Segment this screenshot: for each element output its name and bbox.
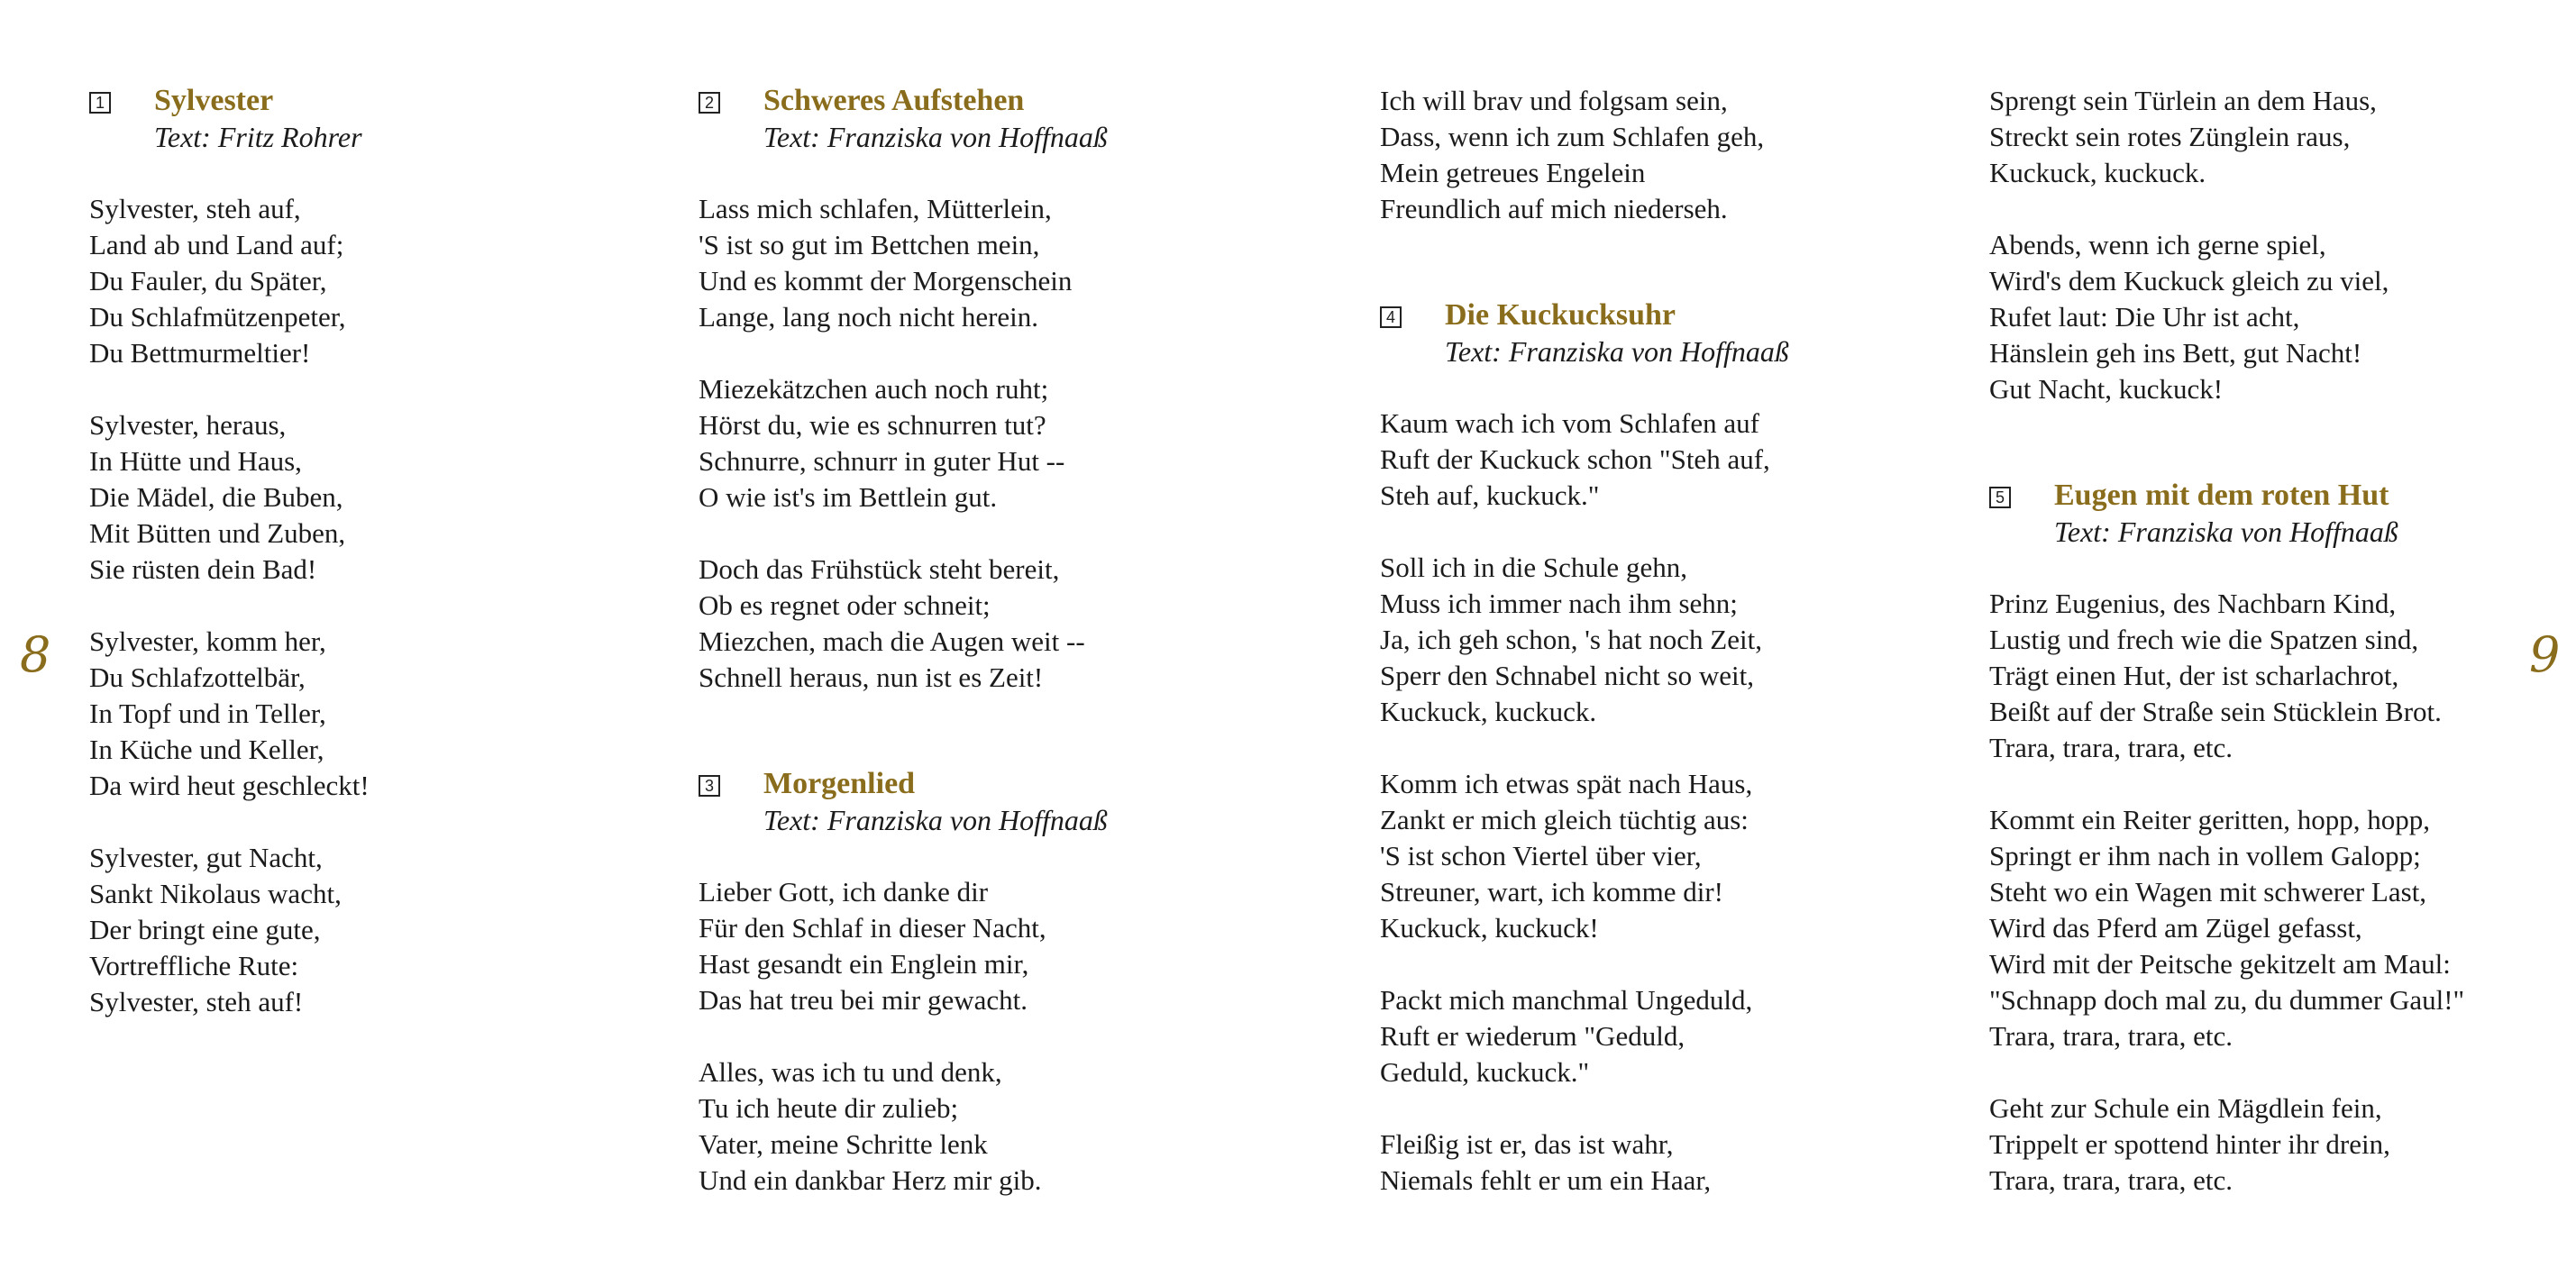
verse-line: Sylvester, steh auf, (89, 193, 301, 224)
verse-line: Ruft der Kuckuck schon "Steh auf, (1380, 443, 1770, 475)
page-number-left: 8 (20, 626, 51, 683)
verse-line: Vortreffliche Rute: (89, 950, 299, 981)
verse-line: Trara, trara, trara, etc. (1989, 732, 2233, 763)
verse-line: Du Schlafmützenpeter, (89, 301, 346, 333)
verse-line: Und es kommt der Morgenschein (699, 265, 1073, 296)
verse-line: Trippelt er spottend hinter ihr drein, (1989, 1128, 2390, 1160)
song-author: Text: Franziska von Hoffnaaß (1445, 335, 1789, 368)
verse-line: Ich will brav und folgsam sein, (1380, 85, 1728, 116)
verse-line: Lass mich schlafen, Mütterlein, (699, 193, 1052, 224)
verse-line: Geduld, kuckuck." (1380, 1056, 1590, 1088)
verse-line: 'S ist so gut im Bettchen mein, (699, 229, 1040, 260)
verse-line: Gut Nacht, kuckuck! (1989, 373, 2224, 405)
verse-line: Für den Schlaf in dieser Nacht, (699, 912, 1046, 944)
verse-line: Sylvester, steh auf! (89, 986, 304, 1017)
song-number-box: 5 (1989, 487, 2011, 508)
verse-line: Kommt ein Reiter geritten, hopp, hopp, (1989, 804, 2431, 835)
song-author: Text: Franziska von Hoffnaaß (2054, 515, 2398, 548)
stanza (1380, 550, 1957, 730)
verse-line: Soll ich in die Schule gehn, (1380, 552, 1687, 583)
verse-line: Steh auf, kuckuck." (1380, 479, 1600, 511)
verse-line: Land ab und Land auf; (89, 229, 344, 260)
song-title: Die Kuckucksuhr (1445, 298, 1676, 332)
verse-line: Springt er ihm nach in vollem Galopp; (1989, 840, 2421, 871)
song-author: Text: Franziska von Hoffnaaß (763, 804, 1108, 836)
verse-line: Wird das Pferd am Zügel gefasst, (1989, 912, 2362, 944)
verse-line: Hörst du, wie es schnurren tut? (699, 409, 1046, 441)
verse-line: Und ein dankbar Herz mir gib. (699, 1164, 1042, 1196)
verse-line: Kuckuck, kuckuck. (1380, 696, 1597, 727)
verse-line: Der bringt eine gute, (89, 914, 321, 945)
stanza (1989, 227, 2566, 407)
verse-line: Kuckuck, kuckuck. (1989, 157, 2206, 188)
stanza (1380, 766, 1957, 946)
song-author: Text: Fritz Rohrer (154, 121, 362, 153)
column-4 (1989, 83, 2566, 1235)
verse-line: O wie ist's im Bettlein gut. (699, 481, 998, 513)
song-number-box: 1 (89, 92, 111, 114)
verse-line: Streuner, wart, ich komme dir! (1380, 876, 1723, 908)
verse-line: "Schnapp doch mal zu, du dummer Gaul!" (1989, 984, 2465, 1016)
stanza (1380, 406, 1957, 514)
stanza (1989, 1090, 2566, 1199)
verse-line: Ruft er wiederum "Geduld, (1380, 1020, 1685, 1052)
verse-line: Trara, trara, trara, etc. (1989, 1164, 2233, 1196)
song-author: Text: Franziska von Hoffnaaß (763, 121, 1108, 153)
stanza (89, 624, 666, 804)
verse-line: In Topf und in Teller, (89, 698, 326, 729)
verse-line: Ob es regnet oder schneit; (699, 589, 991, 621)
song-header-eugen-mit-dem-roten-hut (1989, 478, 2566, 550)
song-number-box: 3 (699, 775, 720, 797)
verse-line: Vater, meine Schritte lenk (699, 1128, 988, 1160)
verse-line: Abends, wenn ich gerne spiel, (1989, 229, 2326, 260)
verse-line: Rufet laut: Die Uhr ist acht, (1989, 301, 2300, 333)
song-number-box: 4 (1380, 306, 1402, 328)
verse-line: Sprengt sein Türlein an dem Haus, (1989, 85, 2377, 116)
verse-line: Prinz Eugenius, des Nachbarn Kind, (1989, 588, 2397, 619)
song-title: Schweres Aufstehen (763, 84, 1025, 117)
stanza-continued (1989, 83, 2566, 191)
verse-line: Tu ich heute dir zulieb; (699, 1092, 959, 1124)
song-number-box: 2 (699, 92, 720, 114)
verse-line: Lustig und frech wie die Spatzen sind, (1989, 624, 2419, 655)
verse-line: Sperr den Schnabel nicht so weit, (1380, 660, 1754, 691)
verse-line: Steht wo ein Wagen mit schwerer Last, (1989, 876, 2427, 908)
stanza (89, 840, 666, 1020)
verse-line: Niemals fehlt er um ein Haar, (1380, 1164, 1712, 1196)
verse-line: Wird's dem Kuckuck gleich zu viel, (1989, 265, 2389, 296)
verse-line: Du Schlafzottelbär, (89, 661, 306, 693)
verse-line: Fleißig ist er, das ist wahr, (1380, 1128, 1674, 1160)
verse-line: Das hat treu bei mir gewacht. (699, 984, 1028, 1016)
verse-line: Lieber Gott, ich danke dir (699, 876, 989, 908)
song-header-morgenlied (699, 766, 1275, 838)
verse-line: Beißt auf der Straße sein Stücklein Brot. (1989, 696, 2442, 727)
column-3 (1380, 83, 1957, 1235)
stanza (1380, 982, 1957, 1090)
stanza (699, 874, 1275, 1018)
verse-line: 'S ist schon Viertel über vier, (1380, 840, 1702, 871)
verse-line: Miezchen, mach die Augen weit -- (699, 625, 1085, 657)
stanza (89, 191, 666, 371)
stanza (699, 191, 1275, 335)
page-number-right: 9 (2529, 626, 2561, 683)
song-title: Sylvester (154, 84, 274, 117)
song-header-schweres-aufstehen (699, 83, 1275, 155)
column-2 (699, 83, 1275, 1235)
stanza (1380, 83, 1957, 227)
stanza (699, 371, 1275, 515)
verse-line: Die Mädel, die Buben, (89, 481, 343, 513)
verse-line: Schnurre, schnurr in guter Hut -- (699, 445, 1065, 477)
stanza (699, 1054, 1275, 1199)
verse-line: Doch das Frühstück steht bereit, (699, 553, 1060, 585)
verse-line: Komm ich etwas spät nach Haus, (1380, 768, 1753, 799)
verse-line: Hast gesandt ein Englein mir, (699, 948, 1029, 980)
stanza (1989, 802, 2566, 1054)
verse-line: Hänslein geh ins Bett, gut Nacht! (1989, 337, 2362, 369)
song-title: Eugen mit dem roten Hut (2054, 479, 2389, 512)
verse-line: Kuckuck, kuckuck! (1380, 912, 1599, 944)
verse-line: Schnell heraus, nun ist es Zeit! (699, 661, 1044, 693)
verse-line: Ja, ich geh schon, 's hat noch Zeit, (1380, 624, 1762, 655)
song-header-die-kuckucksuhr (1380, 297, 1957, 369)
stanza (699, 552, 1275, 696)
verse-line: Sylvester, heraus, (89, 409, 287, 441)
song-title: Morgenlied (763, 767, 916, 800)
verse-line: Sylvester, gut Nacht, (89, 842, 323, 873)
verse-line: Wird mit der Peitsche gekitzelt am Maul: (1989, 948, 2451, 980)
verse-line: In Küche und Keller, (89, 734, 324, 765)
verse-line: Sankt Nikolaus wacht, (89, 878, 342, 909)
song-header-sylvester (89, 83, 666, 155)
verse-line: Trägt einen Hut, der ist scharlachrot, (1989, 660, 2399, 691)
verse-line: Sylvester, komm her, (89, 625, 326, 657)
stanza (1380, 1126, 1957, 1199)
verse-line: Alles, was ich tu und denk, (699, 1056, 1002, 1088)
verse-line: Freundlich auf mich niederseh. (1380, 193, 1728, 224)
verse-line: Geht zur Schule ein Mägdlein fein, (1989, 1092, 2382, 1124)
verse-line: Lange, lang noch nicht herein. (699, 301, 1039, 333)
verse-line: Trara, trara, trara, etc. (1989, 1020, 2233, 1052)
verse-line: Zankt er mich gleich tüchtig aus: (1380, 804, 1749, 835)
column-1 (89, 83, 666, 1056)
stanza (1989, 586, 2566, 766)
verse-line: Da wird heut geschleckt! (89, 770, 370, 801)
verse-line: Muss ich immer nach ihm sehn; (1380, 588, 1738, 619)
verse-line: Dass, wenn ich zum Schlafen geh, (1380, 121, 1765, 152)
verse-line: Mit Bütten und Zuben, (89, 517, 346, 549)
verse-line: Miezekätzchen auch noch ruht; (699, 373, 1049, 405)
verse-line: In Hütte und Haus, (89, 445, 302, 477)
verse-line: Mein getreues Engelein (1380, 157, 1646, 188)
verse-line: Du Bettmurmeltier! (89, 337, 311, 369)
stanza (89, 407, 666, 588)
verse-line: Sie rüsten dein Bad! (89, 553, 317, 585)
verse-line: Streckt sein rotes Zünglein raus, (1989, 121, 2351, 152)
verse-line: Du Fauler, du Später, (89, 265, 327, 296)
verse-line: Packt mich manchmal Ungeduld, (1380, 984, 1753, 1016)
verse-line: Kaum wach ich vom Schlafen auf (1380, 407, 1759, 439)
